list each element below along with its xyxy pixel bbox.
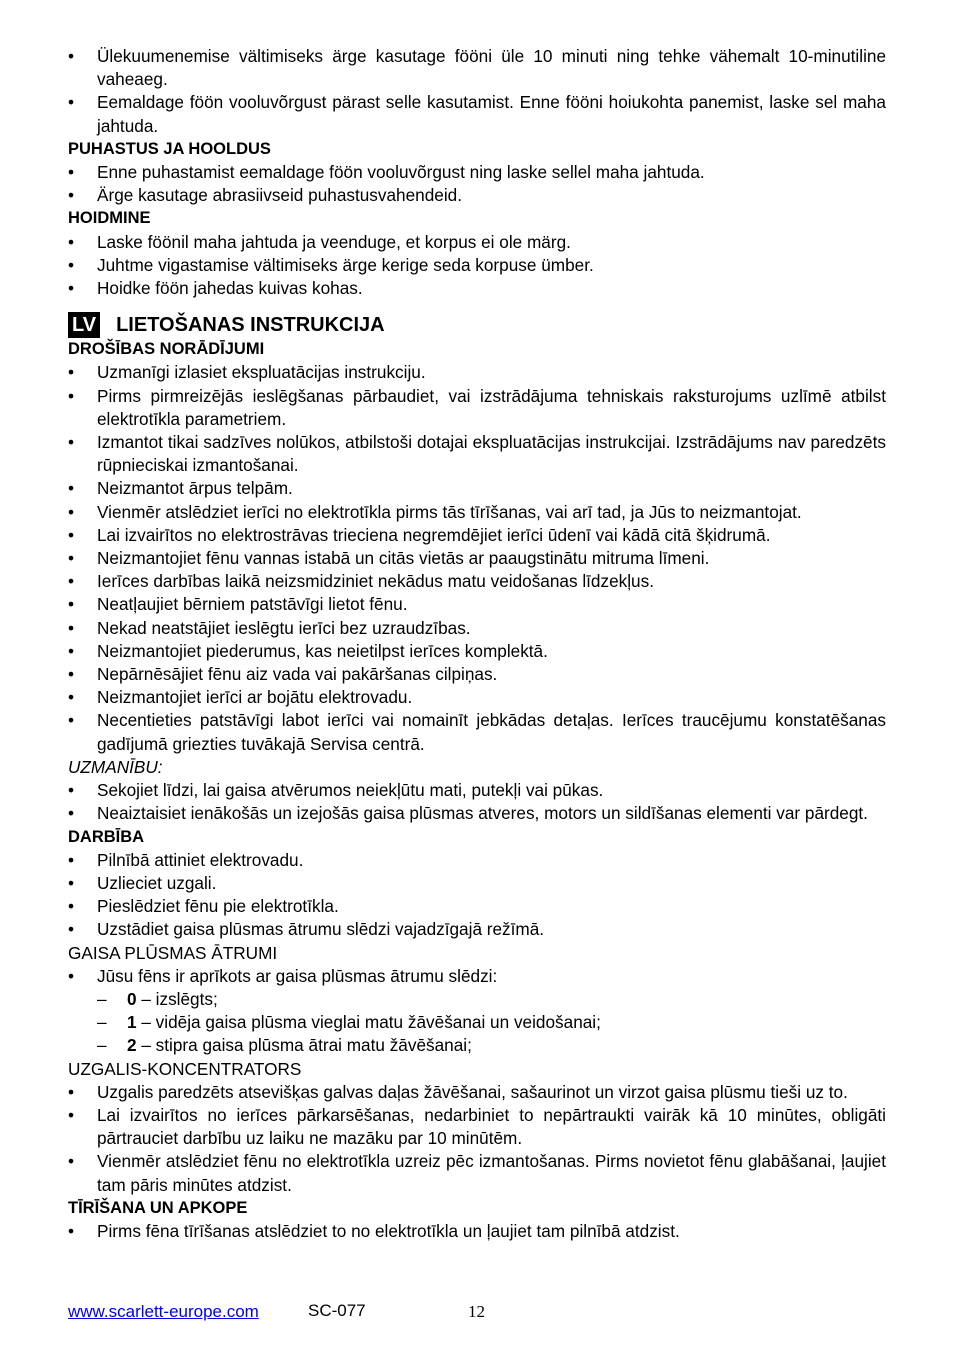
- list-item: • Neatļaujiet bērniem patstāvīgi lietot fēnu.: [68, 593, 886, 616]
- subsection-heading: GAISA PLŪSMAS ĀTRUMI: [68, 942, 278, 963]
- bullet-icon: •: [68, 617, 75, 638]
- bullet-icon: •: [68, 185, 75, 206]
- bullet-icon: •: [68, 432, 75, 453]
- bullet-icon: •: [68, 594, 75, 615]
- section-heading: DARBĪBA: [68, 827, 145, 846]
- bullet-icon: •: [68, 965, 75, 986]
- subsection-heading: UZGALIS-KONCENTRATORS: [68, 1058, 302, 1079]
- list-item: • Pieslēdziet fēnu pie elektrotīkla.: [68, 895, 886, 918]
- list-item: • Pirms pirmreizējās ieslēgšanas pārbaudiet, vai izstrādājuma tehniskais raksturojums uzlīmē atbilst elektrotīkla parametriem.: [68, 385, 886, 429]
- page-number: 12: [468, 1302, 485, 1321]
- list-item: • Uzstādiet gaisa plūsmas ātrumu slēdzi vajadzīgajā režīmā.: [68, 918, 886, 941]
- list-item: • Ärge kasutage abrasiivseid puhastusvahendeid.: [68, 184, 886, 207]
- list-item: • Ülekuumenemise vältimiseks ärge kasutage fööni üle 10 minuti ning tehke vähemalt 10-minutiline vaheaeg.: [68, 46, 886, 90]
- section-heading: PUHASTUS JA HOOLDUS: [68, 139, 271, 158]
- bullet-icon: •: [68, 478, 75, 499]
- dash-icon: –: [97, 1035, 107, 1056]
- section-heading: HOIDMINE: [68, 209, 151, 228]
- bullet-icon: •: [68, 849, 75, 870]
- website-link[interactable]: www.scarlett-europe.com: [68, 1302, 259, 1321]
- bullet-icon: •: [68, 278, 75, 299]
- section-title: LIETOŠANAS INSTRUKCIJA: [116, 313, 385, 336]
- list-item: • Izmantot tikai sadzīves nolūkos, atbilstoši dotajai ekspluatācijas instrukcijai. Izstrādājums nav paredzēts rūpnieciskai izmantošanai.: [68, 432, 886, 476]
- list-item: • Uzmanīgi izlasiet ekspluatācijas instrukciju.: [68, 361, 886, 384]
- bullet-icon: •: [68, 664, 75, 685]
- bullet-icon: •: [68, 640, 75, 661]
- list-item: • Jūsu fēns ir aprīkots ar gaisa plūsmas ātrumu slēdzi:: [68, 965, 886, 988]
- list-item: • Pirms fēna tīrīšanas atslēdziet to no elektrotīkla un ļaujiet tam pilnībā atdzist.: [68, 1220, 886, 1243]
- bullet-icon: •: [68, 46, 75, 66]
- dash-icon: –: [97, 1012, 107, 1033]
- bullet-icon: •: [68, 1220, 75, 1241]
- attention-label: UZMANĪBU:: [68, 756, 163, 777]
- bullet-icon: •: [68, 710, 75, 731]
- bullet-icon: •: [68, 385, 75, 406]
- language-section-header: [68, 312, 886, 338]
- bullet-icon: •: [68, 571, 75, 592]
- list-item: • Neaiztaisiet ienākošās un izejošās gaisa plūsmas atveres, motors un sildīšanas elementi var pārdegt.: [68, 802, 886, 825]
- bullet-icon: •: [68, 896, 75, 917]
- language-badge: LV: [68, 312, 100, 338]
- list-item: • Vienmēr atslēdziet ierīci no elektrotīkla pirms tās tīrīšanas, vai arī tad, ja Jūs to neizmantojat.: [68, 501, 886, 524]
- list-item: • Neizmantojiet piederumus, kas neietilpst ierīces komplektā.: [68, 640, 886, 663]
- list-item: • Necentieties patstāvīgi labot ierīci vai nomainīt jebkādas detaļas. Ierīces traucējumu konstatēšanas gadījumā griezties tuvākajā Servisa centrā.: [68, 710, 886, 754]
- speed-item: – 1 – vidēja gaisa plūsma vieglai matu žāvēšanai un veidošanai;: [68, 1011, 886, 1034]
- bullet-icon: •: [68, 524, 75, 545]
- bullet-icon: •: [68, 231, 75, 252]
- list-item: • Neizmantojiet fēnu vannas istabā un citās vietās ar paaugstinātu mitruma līmeni.: [68, 547, 886, 570]
- list-item: • Uzgalis paredzēts atsevišķas galvas daļas žāvēšanai, sašaurinot un virzot gaisa plūsmu tieši uz to.: [68, 1081, 886, 1104]
- list-item: • Lai izvairītos no elektrostrāvas trieciena negremdējiet ierīci ūdenī vai kādā citā šķidrumā.: [68, 524, 886, 547]
- bullet-icon: •: [68, 1151, 75, 1172]
- list-item: • Enne puhastamist eemaldage föön vooluvõrgust ning laske sellel maha jahtuda.: [68, 161, 886, 184]
- speed-item: – 2 – stipra gaisa plūsma ātrai matu žāvēšanai;: [68, 1034, 886, 1057]
- bullet-icon: •: [68, 254, 75, 275]
- list-item: • Pilnībā attiniet elektrovadu.: [68, 849, 886, 872]
- bullet-icon: •: [68, 362, 75, 383]
- list-item: • Uzlieciet uzgali.: [68, 872, 886, 895]
- dash-icon: –: [97, 988, 107, 1009]
- list-item: • Ierīces darbības laikā neizsmidziniet nekādus matu veidošanas līdzekļus.: [68, 570, 886, 593]
- bullet-icon: •: [68, 1081, 75, 1102]
- bullet-icon: •: [68, 501, 75, 522]
- section-heading: TĪRĪŠANA UN APKOPE: [68, 1198, 248, 1217]
- model-number: SC-077: [308, 1301, 366, 1320]
- list-item: • Vienmēr atslēdziet fēnu no elektrotīkla uzreiz pēc izmantošanas. Pirms novietot fēnu glabāšanai, ļaujiet tam pāris minūtes atdzist.: [68, 1151, 886, 1195]
- document-body: [68, 45, 886, 1243]
- bullet-icon: •: [68, 687, 75, 708]
- list-item: • Neizmantojiet ierīci ar bojātu elektrovadu.: [68, 686, 886, 709]
- list-item: • Sekojiet līdzi, lai gaisa atvērumos neiekļūtu mati, putekļi vai pūkas.: [68, 779, 886, 802]
- list-item: • Juhtme vigastamise vältimiseks ärge kerige seda korpuse ümber.: [68, 254, 886, 277]
- bullet-icon: •: [68, 162, 75, 183]
- bullet-icon: •: [68, 872, 75, 893]
- list-item: • Lai izvairītos no ierīces pārkarsēšanas, nedarbiniet to nepārtraukti vairāk kā 10 minūtes, obligāti pārtrauciet darbību uz laiku ne mazāku par 10 minūtēm.: [68, 1104, 886, 1149]
- list-item: • Neizmantot ārpus telpām.: [68, 477, 886, 500]
- bullet-icon: •: [68, 803, 75, 824]
- page-footer: [68, 1299, 886, 1323]
- speed-item: – 0 – izslēgts;: [68, 988, 886, 1011]
- section-heading: DROŠĪBAS NORĀDĪJUMI: [68, 340, 265, 359]
- list-item: • Nekad neatstājiet ieslēgtu ierīci bez uzraudzības.: [68, 617, 886, 640]
- list-item: • Laske föönil maha jahtuda ja veenduge, et korpus ei ole märg.: [68, 231, 886, 254]
- bullet-icon: •: [68, 92, 75, 113]
- list-item: • Eemaldage föön vooluvõrgust pärast selle kasutamist. Enne fööni hoiukohta panemist, laske sel maha jahtuda.: [68, 92, 886, 136]
- bullet-icon: •: [68, 780, 75, 801]
- bullet-icon: •: [68, 1104, 75, 1125]
- bullet-icon: •: [68, 548, 75, 569]
- list-item: • Nepārnēsājiet fēnu aiz vada vai pakāršanas cilpiņas.: [68, 663, 886, 686]
- list-item: • Hoidke föön jahedas kuivas kohas.: [68, 277, 886, 300]
- bullet-icon: •: [68, 919, 75, 940]
